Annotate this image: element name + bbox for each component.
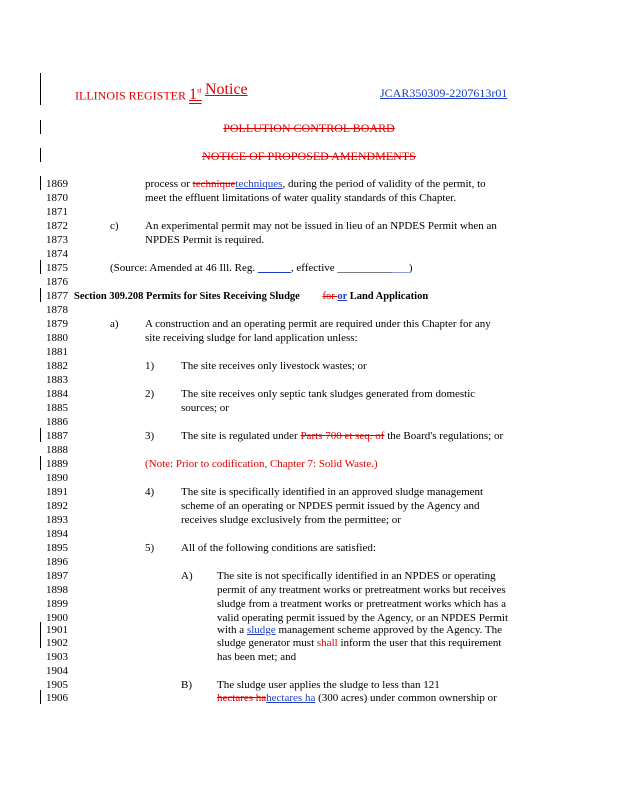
note-deleted: (Note: Prior to codification, Chapter 7: Solid Waste.) [145, 458, 378, 470]
body-line: A construction and an operating permit are required under this Chapter for any [145, 318, 491, 330]
text-run: process or [145, 178, 193, 190]
jcar-id: JCAR350309-2207613r01 [380, 86, 508, 100]
body-line: permit of any treatment works or pretreatment works but receives [217, 584, 506, 596]
line-number: 1898 [46, 584, 68, 596]
line-number: 1890 [46, 472, 68, 484]
deleted-text: technique [192, 178, 236, 190]
text-run: (300 acres) under common ownership or [315, 692, 497, 704]
inserted-text: or [337, 291, 348, 302]
line-number: 1880 [46, 332, 68, 344]
body-line: The site receives only livestock wastes; or [181, 360, 367, 372]
line-number: 1879 [46, 318, 68, 330]
line-number: 1894 [46, 528, 68, 540]
deleted-text: for [322, 291, 338, 302]
line-number: 1886 [46, 416, 68, 428]
body-line: site receiving sludge for land application unless: [145, 332, 358, 344]
list-marker: A) [181, 570, 193, 582]
inserted-text: sludge [246, 624, 276, 636]
line-number: 1876 [46, 276, 68, 288]
line-number: 1892 [46, 500, 68, 512]
body-line: scheme of an operating or NPDES permit issued by the Agency and [181, 500, 480, 512]
text-run: (Source: Amended at 46 Ill. Reg. [110, 262, 258, 274]
notice-label [205, 80, 373, 100]
register-header [75, 84, 202, 102]
body-line: The site is not specifically identified in an NPDES or operating [217, 570, 496, 582]
line-number: 1883 [46, 374, 68, 386]
change-bar [40, 288, 41, 302]
body-line: has been met; and [217, 651, 297, 663]
text-run: sludge generator must [217, 637, 317, 649]
inserted-text: techniques [235, 178, 283, 190]
line-number: 1872 [46, 220, 68, 232]
register-number-digit: 1 [189, 86, 197, 104]
blank-reg: ______ [257, 262, 291, 274]
change-bar [40, 73, 41, 105]
blank-date: __________ [337, 262, 393, 274]
body-line: The site is specifically identified in an approved sludge management [181, 486, 484, 498]
register-number-suffix: st [197, 87, 202, 95]
line-number: 1904 [46, 665, 68, 677]
list-marker: 5) [145, 542, 155, 554]
line-number: 1897 [46, 570, 68, 582]
body-line: sources; or [181, 402, 229, 414]
notice-type: NOTICE OF PROPOSED AMENDMENTS [202, 149, 416, 163]
change-bar [40, 622, 41, 648]
line-number: 1889 [46, 458, 68, 470]
line-number: 1893 [46, 514, 68, 526]
list-marker: 2) [145, 388, 155, 400]
change-bar [40, 456, 41, 470]
body-line: receives sludge exclusively from the permittee; or [181, 514, 401, 526]
line-number: 1895 [46, 542, 68, 554]
line-number: 1899 [46, 598, 68, 610]
register-number [189, 86, 202, 103]
line-number: 1884 [46, 388, 68, 400]
line-number: 1871 [46, 206, 68, 218]
line-number: 1900 [46, 612, 68, 624]
text-run: , effective [290, 262, 338, 274]
line-number: 1903 [46, 651, 68, 663]
body-line: valid operating permit issued by the Agency, or an NPDES Permit [217, 612, 509, 624]
text-run: with a [217, 624, 247, 636]
line-number: 1875 [46, 262, 68, 274]
deleted-text: Parts 700 et seq. of [300, 430, 385, 442]
text-run: management scheme approved by the Agency. The [275, 624, 503, 636]
deleted-text: hectares ha [217, 692, 267, 704]
body-line [217, 692, 497, 705]
body-line: The sludge user applies the sludge to less than 121 [217, 679, 440, 691]
body-line: An experimental permit may not be issued in lieu of an NPDES Permit when an [145, 220, 497, 232]
body-line [181, 430, 503, 443]
line-number: 1891 [46, 486, 68, 498]
text-run: inform the user that this requirement [337, 637, 502, 649]
line-number: 1878 [46, 304, 68, 316]
line-number: 1874 [46, 248, 68, 260]
text-run: ) [408, 262, 413, 274]
line-number: 1905 [46, 679, 68, 691]
change-bar [40, 428, 41, 442]
register-title: ILLINOIS REGISTER [75, 88, 186, 103]
list-marker: B) [181, 679, 192, 691]
line-number: 1906 [46, 692, 68, 704]
source-note [110, 262, 413, 275]
line-number: 1902 [46, 637, 68, 649]
list-marker: 1) [145, 360, 155, 372]
inserted-text: hectares ha [266, 692, 316, 704]
body-line: The site receives only septic tank sludges generated from domestic [181, 388, 476, 400]
change-bar [40, 690, 41, 704]
section-heading [74, 290, 428, 303]
line-number: 1873 [46, 234, 68, 246]
body-line: NPDES Permit is required. [145, 234, 265, 246]
line-number: 1882 [46, 360, 68, 372]
body-line [145, 178, 486, 191]
line-number: 1885 [46, 402, 68, 414]
line-number: 1901 [46, 624, 68, 636]
section-title: Section 309.208 Permits for Sites Receiving Sludge [74, 291, 303, 302]
change-bar [40, 260, 41, 274]
body-line [217, 637, 501, 650]
list-marker: 4) [145, 486, 155, 498]
inserted-text: shall [316, 637, 338, 649]
body-line: All of the following conditions are satisfied: [181, 542, 376, 554]
change-bar [40, 176, 41, 190]
list-marker: c) [110, 220, 119, 232]
board-title: POLLUTION CONTROL BOARD [223, 121, 395, 135]
body-line: meet the effluent limitations of water quality standards of this Chapter. [145, 192, 457, 204]
body-line: sludge from a treatment works or pretreatment works which has a [217, 598, 506, 610]
line-number: 1887 [46, 430, 68, 442]
list-marker: 3) [145, 430, 155, 442]
line-number: 1869 [46, 178, 68, 190]
text-run: , during the period of validity of the permit, to [282, 178, 486, 190]
section-title-end: Land Application [347, 291, 429, 302]
line-number: 1870 [46, 192, 68, 204]
line-number: 1877 [46, 290, 68, 302]
text-run: the Board's regulations; or [384, 430, 504, 442]
list-marker: a) [110, 318, 119, 330]
text-run: The site is regulated under [181, 430, 301, 442]
line-number: 1888 [46, 444, 68, 456]
notice-text: Notice [205, 81, 248, 98]
blank-date-ins: ___ [392, 262, 409, 274]
body-line [217, 624, 502, 637]
line-number: 1896 [46, 556, 68, 568]
line-number: 1881 [46, 346, 68, 358]
